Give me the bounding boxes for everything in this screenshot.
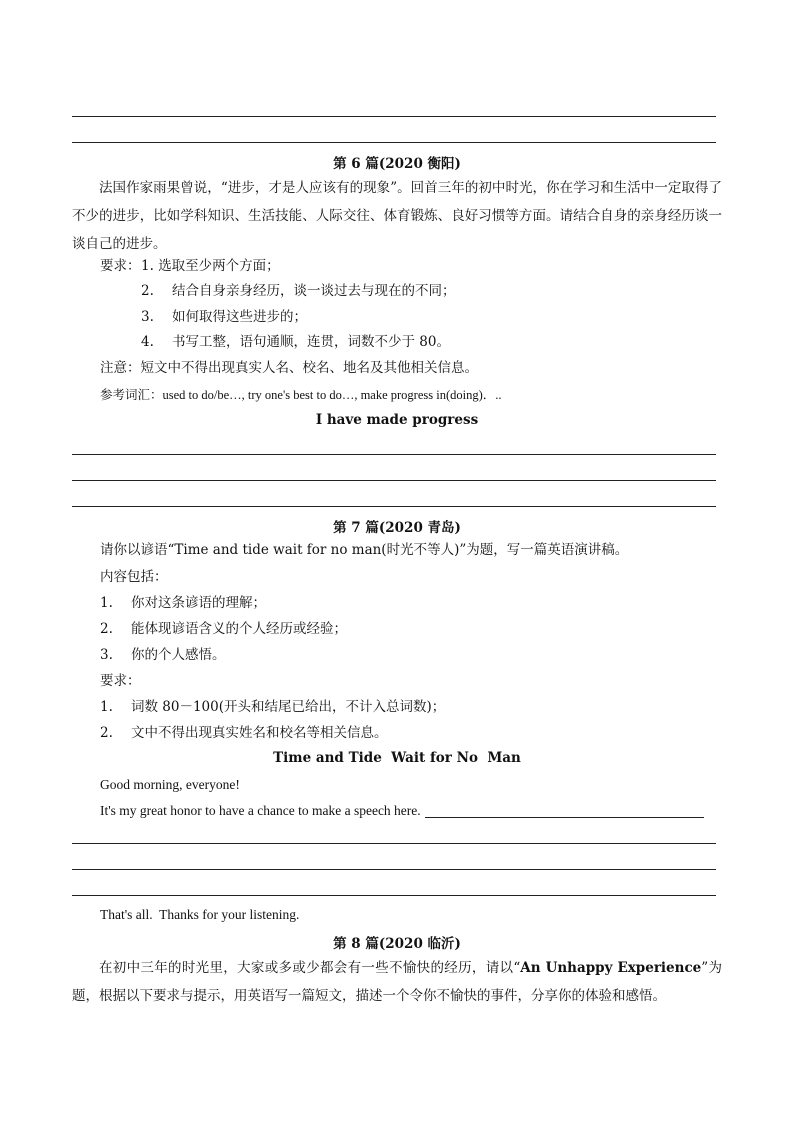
req-number: 2.	[141, 283, 154, 299]
section-6-req-4	[141, 333, 450, 351]
section-7-content-label: 内容包括：	[100, 569, 168, 585]
item-number: 3.	[100, 647, 113, 663]
section-7-content-1	[100, 594, 266, 612]
writing-blank	[425, 803, 704, 818]
item-text: 你的个人感悟。	[131, 647, 226, 663]
section-6-essay-title: I have made progress	[315, 412, 479, 428]
section-6-req-1	[141, 257, 280, 275]
req-text: 选取至少两个方面；	[158, 258, 280, 274]
item-number: 1.	[100, 595, 113, 611]
writing-line	[72, 480, 716, 481]
section-6-req-3	[141, 308, 307, 326]
essay-title-inline: An Unhappy Experience	[520, 960, 702, 976]
writing-line	[72, 843, 716, 844]
section-6-title: 第 6 篇(2020 衡阳)	[333, 156, 461, 172]
item-number: 2.	[100, 621, 113, 637]
req-number: 3.	[141, 309, 154, 325]
section-6-requirements-label: 要求：	[100, 258, 141, 274]
section-7-requirements-label: 要求：	[100, 673, 141, 689]
req-number: 4.	[141, 334, 154, 350]
req-number: 2.	[100, 725, 113, 741]
section-7-content-3	[100, 646, 226, 664]
section-7-req-1	[100, 698, 445, 716]
section-7-title: 第 7 篇(2020 青岛)	[333, 520, 461, 536]
section-7-opening	[100, 802, 704, 820]
writing-line	[72, 869, 716, 870]
writing-line	[72, 116, 716, 117]
section-7-content-2	[100, 620, 347, 638]
req-text: 如何取得这些进步的；	[172, 309, 307, 325]
item-text: 能体现谚语含义的个人经历或经验；	[131, 621, 347, 637]
req-text: 词数 80－100(开头和结尾已给出，不计入总词数)；	[131, 699, 446, 715]
writing-line	[72, 506, 716, 507]
req-number: 1.	[141, 258, 154, 274]
section-7-closing: That's all. Thanks for your listening.	[100, 907, 300, 922]
section-6-req-2	[141, 282, 456, 300]
prompt-text: ”为题，根据以下要求与提示，用英语写一篇短文，描述一个令你不愉快的事件，分享你的体验和感悟。	[72, 960, 722, 1004]
req-text: 书写工整，语句通顺，连贯，词数不少于 80。	[172, 334, 450, 350]
opening-text: It's my great honor to have a chance to make a speech here.	[100, 803, 421, 818]
req-text: 结合自身亲身经历，谈一谈过去与现在的不同；	[172, 283, 456, 299]
writing-line	[72, 895, 716, 896]
item-text: 你对这条谚语的理解；	[131, 595, 266, 611]
req-number: 1.	[100, 699, 113, 715]
section-8-title: 第 8 篇(2020 临沂)	[333, 936, 461, 952]
writing-line	[72, 142, 716, 143]
writing-line	[72, 454, 716, 455]
prompt-text: 在初中三年的时光里，大家或多或少都会有一些不愉快的经历，请以“	[99, 960, 521, 976]
section-7-intro: 请你以谚语“Time and tide wait for no man(时光不等人)”为题，写一篇英语演讲稿。	[100, 542, 629, 558]
section-6-vocabulary: 参考词汇：used to do/be…, try one's best to do…, make progress in(doing)．..	[100, 388, 502, 402]
section-7-greeting: Good morning, everyone!	[100, 777, 240, 792]
req-text: 文中不得出现真实姓名和校名等相关信息。	[131, 725, 388, 741]
section-8-prompt	[72, 954, 722, 1010]
section-7-essay-title: Time and Tide Wait for No Man	[273, 750, 521, 766]
section-7-req-2	[100, 724, 388, 742]
section-6-prompt: 法国作家雨果曾说，“进步，才是人应该有的现象”。回首三年的初中时光，你在学习和生活中一定取得了不少的进步，比如学科知识、生活技能、人际交往、体育锻炼、良好习惯等方面。请结合自身的亲身经历谈一谈自己的进步。	[72, 180, 722, 252]
section-6-note: 注意：短文中不得出现真实人名、校名、地名及其他相关信息。	[100, 360, 478, 376]
